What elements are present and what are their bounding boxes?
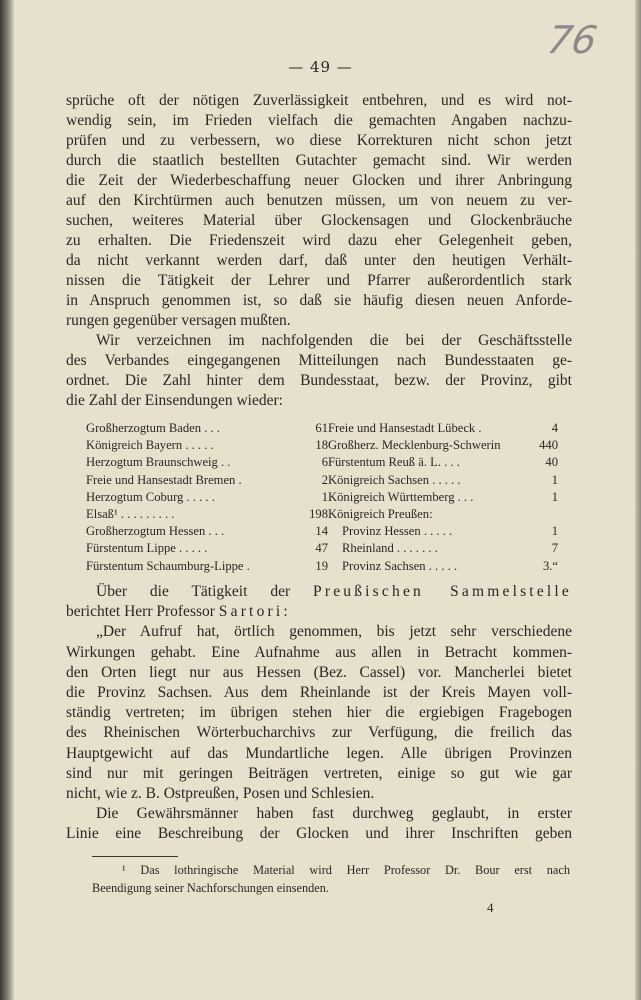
submission-count: 3.“	[542, 558, 558, 573]
submissions-table	[86, 420, 558, 575]
table-cell-left	[86, 540, 328, 557]
spaced-emphasis-name: Sartori	[218, 603, 284, 621]
page-binding-edge	[0, 0, 14, 1000]
paragraph-3-line-2: berichtet Herr Professor Sartori:	[66, 603, 288, 621]
submission-count: 14	[315, 524, 328, 539]
table-row	[86, 523, 558, 540]
state-name: Königreich Bayern . . . . .	[86, 438, 214, 453]
table-cell-left	[86, 437, 328, 454]
text-line: sind nur mit geringen Beiträgen vertreten, einige so gut wie gar	[66, 764, 572, 782]
paragraph-2	[66, 331, 572, 411]
state-name: Rheinland . . . . . . .	[342, 541, 438, 556]
table-row	[86, 558, 558, 575]
table-cell-right	[328, 506, 558, 523]
table-cell-right	[328, 420, 558, 437]
state-name: Freie und Hansestadt Lübeck .	[328, 421, 482, 435]
submission-count: 1	[321, 489, 328, 504]
table-cell-left	[86, 506, 328, 523]
submission-count: 1	[551, 472, 558, 487]
table-cell-left	[86, 558, 328, 575]
page-right-edge	[635, 0, 641, 1000]
table-cell-left	[86, 472, 328, 489]
text-line: auf den Kirchtürmen auch benutzen müssen, um von neuem zu ver-	[66, 192, 572, 209]
text-line: die Zahl der Einsendungen wieder:	[66, 392, 283, 409]
text-line: Die Gewährsmänner haben fast durchweg geglaubt, in erster	[96, 805, 572, 823]
text-line: da nicht verkannt werden darf, daß unter den heutigen Verhält-	[66, 252, 572, 269]
submission-count: 18	[315, 438, 328, 453]
submission-count: 40	[545, 455, 558, 470]
page-number: — 49 —	[288, 58, 353, 76]
state-name: Elsaß¹ . . . . . . . . .	[86, 506, 175, 521]
paragraph-4	[66, 622, 572, 804]
state-name: Königreich Württemberg . . .	[328, 489, 474, 504]
text-line: suchen, weiteres Material über Glockensagen und Glockenbräuche	[66, 212, 572, 229]
table-cell-right	[328, 454, 558, 471]
table-cell-right	[328, 489, 558, 506]
state-name: Großherzogtum Hessen . . .	[86, 524, 225, 539]
state-name: Herzogtum Braunschweig . .	[86, 455, 231, 470]
state-name: Fürstentum Lippe . . . . .	[86, 541, 208, 556]
text-line: „Der Aufruf hat, örtlich genommen, bis jetzt sehr verschiedene	[96, 623, 572, 641]
table-row	[86, 540, 558, 557]
state-name: Provinz Hessen . . . . .	[342, 524, 453, 539]
submission-count: 1	[551, 524, 558, 539]
table-cell-right	[328, 523, 558, 540]
text-line: in Anspruch genommen ist, so daß sie häufig diesen neuen Anforde-	[66, 292, 572, 309]
paragraph-1	[66, 91, 572, 331]
body-text-top	[66, 91, 572, 411]
paragraph-5	[66, 804, 572, 844]
paragraph-3-line-1: Über die Tätigkeit der Preußischen Sammelstelle	[96, 583, 572, 600]
table-row	[86, 454, 558, 471]
submission-count: 2	[321, 472, 328, 487]
table-cell-left	[86, 454, 328, 471]
text-line: des Verbandes eingegangenen Mitteilungen nach Bundesstaaten ge-	[66, 352, 572, 369]
submission-count: 19	[315, 558, 328, 573]
text-line: zu erhalten. Die Friedenszeit wird dazu eher Gelegenheit geben,	[66, 232, 572, 249]
footnote	[92, 861, 570, 897]
table-row	[86, 506, 558, 523]
table-cell-left	[86, 523, 328, 540]
table-cell-right	[328, 437, 558, 454]
body-text-bottom	[66, 582, 572, 844]
table-row	[86, 472, 558, 489]
text-line: des Rheinischen Wörterbucharchivs zur Verfügung, die freilich das	[66, 724, 572, 742]
text-line: rungen gegenüber versagen mußten.	[66, 312, 291, 329]
text-line: durch die staatlich bestellten Gutachter gemacht sind. Wir werden	[66, 152, 572, 169]
table-cell-right	[328, 540, 558, 557]
text-line: die Provinz Sachsen. Aus dem Rheinlande ist der Kreis Mayen voll-	[66, 683, 572, 701]
text-line: den Orten liegt nur aus Hessen (Bez. Cassel) vor. Mancherlei bietet	[66, 663, 572, 681]
submission-count: 47	[315, 541, 328, 556]
state-name: Herzogtum Coburg . . . . .	[86, 489, 215, 504]
state-name: Königreich Preußen:	[328, 506, 433, 521]
text-line: sprüche oft der nötigen Zuverlässigkeit entbehren, und es wird not-	[66, 92, 572, 109]
state-name: Fürstentum Reuß ä. L. . . .	[328, 455, 460, 470]
text-line: nicht, wie z. B. Ostpreußen, Posen und Schlesien.	[66, 784, 375, 802]
submission-count: 198	[309, 506, 328, 521]
submission-count: 4	[551, 421, 558, 435]
table-cell-left	[86, 420, 328, 437]
handwritten-folio-number: 76	[544, 18, 601, 62]
text-line: die Zeit der Wiederbeschaffung neuer Glocken und ihrer Anbringung	[66, 172, 572, 189]
signature-mark: 4	[487, 900, 494, 915]
footnote-rule	[92, 856, 178, 857]
text-line: Beendigung seiner Nachforschungen einsenden.	[92, 881, 329, 895]
text-line: Wir verzeichnen im nachfolgenden die bei der Geschäftsstelle	[96, 332, 572, 349]
text-line: ¹ Das lothringische Material wird Herr Professor Dr. Bour erst nach	[122, 863, 570, 877]
submission-count: 440	[539, 438, 558, 453]
text-line: ständig vertreten; im übrigen stehen hier die ergiebigen Fragebogen	[66, 704, 572, 722]
submission-count: 7	[551, 541, 558, 556]
submission-count: 1	[551, 489, 558, 504]
state-name: Königreich Sachsen . . . . .	[328, 472, 461, 487]
state-name: Freie und Hansestadt Bremen .	[86, 472, 242, 487]
text-line: Wirkungen gehabt. Eine Aufnahme aus allen in Betracht kommen-	[66, 643, 572, 661]
submission-count: 61	[315, 421, 328, 435]
table-cell-right	[328, 558, 558, 575]
table-cell-right	[328, 472, 558, 489]
text-line: prüfen und zu verbessern, wo diese Korrekturen nicht schon jetzt	[66, 132, 572, 149]
text-line: Linie eine Beschreibung der Glocken und ihrer Inschriften geben	[66, 825, 572, 843]
submission-count: 6	[321, 455, 328, 470]
state-name: Provinz Sachsen . . . . .	[342, 558, 458, 573]
state-name: Fürstentum Schaumburg-Lippe .	[86, 558, 250, 573]
table-row	[86, 437, 558, 454]
table-row	[86, 420, 558, 437]
state-name: Großherz. Mecklenburg-Schwerin	[328, 438, 501, 453]
text-line: wendig sein, im Frieden vielfach die gemachten Angaben nachzu-	[66, 112, 572, 129]
submission-count	[528, 506, 558, 523]
text-line: Hauptgewicht auf das Mundartliche legen. Alle übrigen Provinzen	[66, 744, 572, 762]
text-line: ordnet. Die Zahl hinter dem Bundesstaat, bezw. der Provinz, gibt	[66, 372, 572, 389]
table-cell-left	[86, 489, 328, 506]
table-row	[86, 489, 558, 506]
state-name: Großherzogtum Baden . . .	[86, 421, 220, 435]
spaced-emphasis: Preußischen Sammelstelle	[313, 583, 572, 600]
text-line: nissen die Tätigkeit der Lehrer und Pfarrer außerordentlich stark	[66, 272, 572, 289]
